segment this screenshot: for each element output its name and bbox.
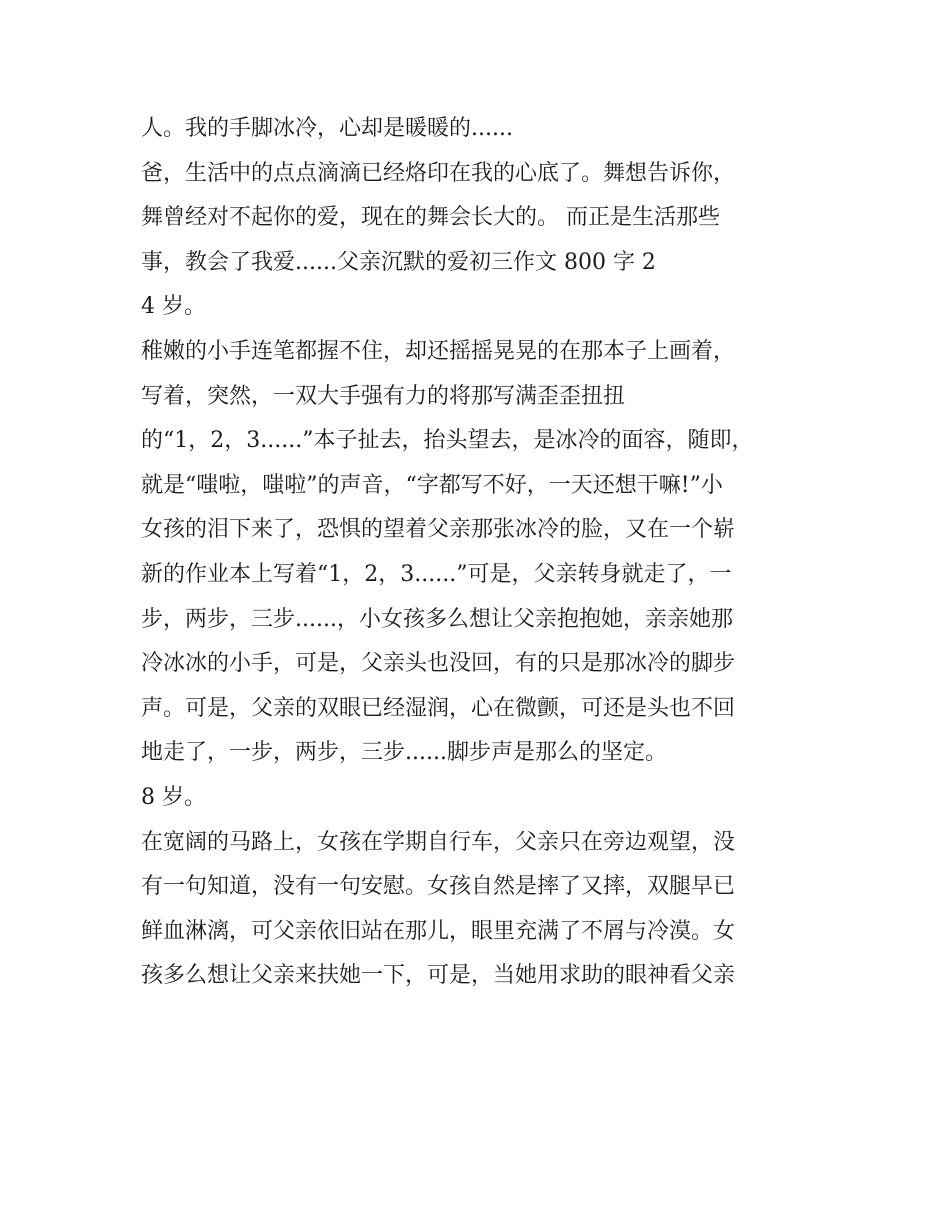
essay-text [141,107,821,999]
section-heading: 4 岁。 [141,294,206,320]
text-line: 在宽阔的马路上，女孩在学期自行车，父亲只在旁边观望，没 [141,829,736,855]
text-line: 事，教会了我爱......父亲沉默的爱初三作文 800 字 2 [141,249,656,275]
text-line: 就是“嗤啦，嗤啦”的声音，“字都写不好，一天还想干嘛!”小 [141,472,723,498]
text-line: 有一句知道，没有一句安慰。女孩自然是摔了又摔，双腿早已 [141,874,736,900]
text-line: 爸，生活中的点点滴滴已经烙印在我的心底了。舞想告诉你， [141,160,736,186]
text-line: 地走了，一步，两步，三步......脚步声是那么的坚定。 [141,740,667,766]
text-line: 新的作业本上写着“1，2，3......”可是，父亲转身就走了，一 [141,561,732,587]
text-line: 声。可是，父亲的双眼已经湿润，心在微颤，可还是头也不回 [141,695,736,721]
section-heading: 8 岁。 [141,784,206,810]
text-line: 步，两步，三步......，小女孩多么想让父亲抱抱她，亲亲她那 [141,606,733,632]
text-line: 鲜血淋漓，可父亲依旧站在那儿，眼里充满了不屑与冷漠。女 [141,918,736,944]
text-line: 稚嫩的小手连笔都握不住，却还摇摇晃晃的在那本子上画着， [141,338,736,364]
text-line: 女孩的泪下来了，恐惧的望着父亲那张冰冷的脸，又在一个崭 [141,517,736,543]
text-line: 人。我的手脚冰冷，心却是暖暖的...... [141,116,513,141]
text-line: 舞曾经对不起你的爱，现在的舞会长大的。 而正是生活那些 [141,205,720,231]
text-line: 冷冰冰的小手，可是，父亲头也没回，有的只是那冰冷的脚步 [141,651,736,677]
text-line: 的“1，2，3......”本子扯去，抬头望去，是冰冷的面容，随即， [141,428,754,454]
text-line: 孩多么想让父亲来扶她一下，可是，当她用求助的眼神看父亲 [141,963,736,989]
text-line: 写着，突然，一双大手强有力的将那写满歪歪扭扭 [141,383,626,409]
